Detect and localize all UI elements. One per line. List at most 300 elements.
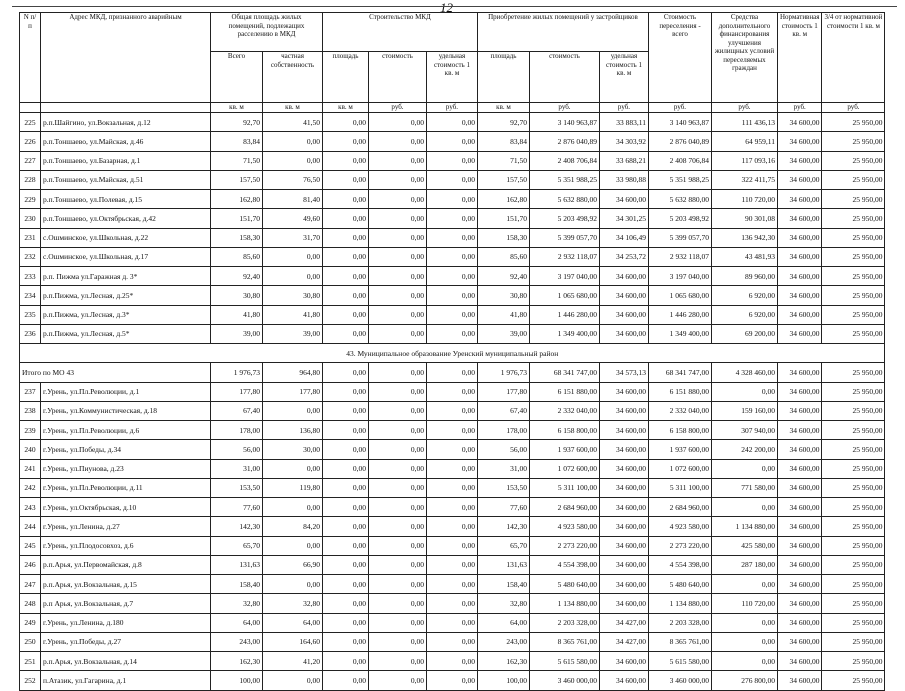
table-cell: 34 600,00 [778, 382, 822, 401]
table-row [20, 228, 885, 247]
header-extra-funds: Средства дополнительного финансирования улучшения жилищных условий переселяемых граждан [712, 13, 778, 103]
table-cell: 0,00 [323, 671, 369, 690]
table-cell: 34 600,00 [600, 459, 649, 478]
table-row [20, 132, 885, 151]
row-address: р.п. Пижма ул.Гаражная д. 3* [41, 267, 211, 286]
table-cell: 1 134 880,00 [649, 594, 712, 613]
table-cell: 0,00 [427, 440, 478, 459]
table-cell: 34 600,00 [600, 478, 649, 497]
table-cell: 6 920,00 [712, 286, 778, 305]
table-cell: 25 950,00 [822, 305, 885, 324]
row-address: р.п.Тоншаево, ул.Базарная, д.1 [41, 151, 211, 170]
table-cell: 142,30 [478, 517, 530, 536]
table-cell: 25 950,00 [822, 536, 885, 555]
table-cell: 25 950,00 [822, 209, 885, 228]
table-cell: 25 950,00 [822, 613, 885, 632]
row-address: г.Урень, ул.Пиунова, д.23 [41, 459, 211, 478]
row-number: 230 [20, 209, 41, 228]
table-cell: 158,40 [478, 575, 530, 594]
row-address: г.Урень, ул.Пл.Революции, д.1 [41, 382, 211, 401]
total-cell: 1 976,73 [478, 363, 530, 382]
table-cell: 34 600,00 [600, 190, 649, 209]
table-cell: 25 950,00 [822, 247, 885, 266]
table-cell: 0,00 [369, 151, 427, 170]
row-address: р.п.Шайгино, ул.Вокзальная, д.12 [41, 113, 211, 132]
table-cell: 25 950,00 [822, 190, 885, 209]
row-number: 233 [20, 267, 41, 286]
table-cell: 157,50 [478, 170, 530, 189]
table-cell: 2 876 040,89 [530, 132, 600, 151]
table-cell: 92,40 [478, 267, 530, 286]
table-cell: 64,00 [211, 613, 263, 632]
row-address: г.Урень, ул.Ленина, д.27 [41, 517, 211, 536]
table-cell: 164,60 [263, 632, 323, 651]
table-cell: 4 923 580,00 [530, 517, 600, 536]
table-cell: 34 600,00 [778, 151, 822, 170]
table-cell: 34 600,00 [778, 555, 822, 574]
table-cell: 110 720,00 [712, 190, 778, 209]
row-number: 239 [20, 421, 41, 440]
table-cell: 0,00 [369, 555, 427, 574]
table-cell: 34 600,00 [778, 228, 822, 247]
table-cell: 34 600,00 [600, 594, 649, 613]
table-cell: 100,00 [478, 671, 530, 690]
unit-cell: руб. [600, 103, 649, 113]
table-cell: 0,00 [369, 478, 427, 497]
units-row [20, 103, 885, 113]
table-cell: 34 427,00 [600, 632, 649, 651]
table-cell: 0,00 [712, 575, 778, 594]
total-label: Итого по МО 43 [20, 363, 211, 382]
table-cell: 33 883,11 [600, 113, 649, 132]
table-cell: 49,60 [263, 209, 323, 228]
table-cell: 117 093,16 [712, 151, 778, 170]
table-cell: 151,70 [211, 209, 263, 228]
table-cell: 0,00 [323, 228, 369, 247]
table-cell: 0,00 [427, 478, 478, 497]
table-cell: 32,80 [478, 594, 530, 613]
table-cell: 0,00 [323, 536, 369, 555]
table-row [20, 498, 885, 517]
table-cell: 34 600,00 [600, 421, 649, 440]
table-cell: 0,00 [263, 575, 323, 594]
row-number: 240 [20, 440, 41, 459]
table-cell: 32,80 [263, 594, 323, 613]
table-cell: 0,00 [369, 498, 427, 517]
table-cell: 0,00 [263, 151, 323, 170]
table-cell: 34 600,00 [778, 498, 822, 517]
unit-cell: руб. [778, 103, 822, 113]
table-cell: 64 959,11 [712, 132, 778, 151]
table-cell: 1 446 280,00 [649, 305, 712, 324]
table-row [20, 671, 885, 690]
table-cell: 6 158 800,00 [649, 421, 712, 440]
row-number: 231 [20, 228, 41, 247]
table-cell: 1 072 600,00 [530, 459, 600, 478]
table-cell: 34 600,00 [778, 459, 822, 478]
row-address: г.Урень, ул.Пл.Революции, д.6 [41, 421, 211, 440]
table-cell: 34 600,00 [600, 555, 649, 574]
table-cell: 0,00 [369, 594, 427, 613]
table-cell: 34 600,00 [778, 671, 822, 690]
table-cell: 287 180,00 [712, 555, 778, 574]
table-cell: 1 349 400,00 [649, 324, 712, 343]
table-cell: 2 273 220,00 [649, 536, 712, 555]
row-number: 238 [20, 401, 41, 420]
table-cell: 0,00 [369, 440, 427, 459]
table-cell: 1 446 280,00 [530, 305, 600, 324]
table-cell: 25 950,00 [822, 132, 885, 151]
table-row [20, 170, 885, 189]
table-cell: 0,00 [323, 305, 369, 324]
table-row [20, 517, 885, 536]
table-body-after [20, 382, 885, 690]
table-cell: 25 950,00 [822, 575, 885, 594]
subheader-all: Всего [211, 52, 263, 103]
table-cell: 25 950,00 [822, 382, 885, 401]
total-cell: 68 341 747,00 [649, 363, 712, 382]
table-cell: 34 600,00 [778, 190, 822, 209]
table-cell: 0,00 [427, 132, 478, 151]
table-cell: 34 600,00 [778, 305, 822, 324]
table-cell: 162,80 [211, 190, 263, 209]
table-cell: 34 600,00 [778, 267, 822, 286]
table-cell: 39,00 [263, 324, 323, 343]
table-cell: 25 950,00 [822, 170, 885, 189]
table-cell: 178,00 [211, 421, 263, 440]
table-cell: 3 140 963,87 [649, 113, 712, 132]
table-cell: 0,00 [427, 247, 478, 266]
row-address: р.п.Пижма, ул.Лесная, д.25* [41, 286, 211, 305]
table-cell: 3 460 000,00 [649, 671, 712, 690]
table-cell: 3 140 963,87 [530, 113, 600, 132]
table-row [20, 594, 885, 613]
row-address: р.п.Арья, ул.Вокзальная, д.15 [41, 575, 211, 594]
table-cell: 30,80 [263, 286, 323, 305]
table-cell: 0,00 [369, 517, 427, 536]
table-cell: 31,00 [478, 459, 530, 478]
table-cell: 2 932 118,07 [649, 247, 712, 266]
table-cell: 25 950,00 [822, 632, 885, 651]
table-cell: 0,00 [263, 498, 323, 517]
table-cell: 0,00 [263, 671, 323, 690]
row-number: 228 [20, 170, 41, 189]
table-cell: 0,00 [369, 286, 427, 305]
table-cell: 8 365 761,00 [649, 632, 712, 651]
table-cell: 64,00 [263, 613, 323, 632]
row-number: 232 [20, 247, 41, 266]
table-cell: 5 311 100,00 [649, 478, 712, 497]
table-cell: 0,00 [369, 613, 427, 632]
table-cell: 25 950,00 [822, 498, 885, 517]
table-cell: 162,80 [478, 190, 530, 209]
table-cell: 1 065 680,00 [530, 286, 600, 305]
row-number: 243 [20, 498, 41, 517]
table-cell: 34 600,00 [778, 401, 822, 420]
row-address: р.п.Арья, ул.Вокзальная, д.14 [41, 652, 211, 671]
table-cell: 5 615 580,00 [530, 652, 600, 671]
table-cell: 111 436,13 [712, 113, 778, 132]
table-cell: 1 065 680,00 [649, 286, 712, 305]
table-cell: 158,30 [211, 228, 263, 247]
table-cell: 159 160,00 [712, 401, 778, 420]
table-cell: 0,00 [323, 421, 369, 440]
table-row [20, 382, 885, 401]
table-cell: 3 460 000,00 [530, 671, 600, 690]
table-cell: 0,00 [323, 652, 369, 671]
total-cell: 0,00 [427, 363, 478, 382]
table-cell: 119,80 [263, 478, 323, 497]
row-number: 244 [20, 517, 41, 536]
table-cell: 41,80 [211, 305, 263, 324]
table-cell: 0,00 [323, 594, 369, 613]
row-address: с.Ошминское, ул.Школьная, д.17 [41, 247, 211, 266]
table-cell: 25 950,00 [822, 440, 885, 459]
table-cell: 84,20 [263, 517, 323, 536]
table-cell: 34 600,00 [778, 652, 822, 671]
table-row [20, 401, 885, 420]
table-cell: 0,00 [263, 459, 323, 478]
table-cell: 0,00 [263, 247, 323, 266]
table-cell: 0,00 [427, 459, 478, 478]
row-number: 236 [20, 324, 41, 343]
table-cell: 0,00 [712, 459, 778, 478]
table-body-before [20, 113, 885, 344]
table-cell: 322 411,75 [712, 170, 778, 189]
table-cell: 3 197 040,00 [649, 267, 712, 286]
table-cell: 34 600,00 [600, 305, 649, 324]
table-cell: 34 600,00 [600, 671, 649, 690]
table-row [20, 478, 885, 497]
table-cell: 131,63 [211, 555, 263, 574]
table-cell: 0,00 [427, 324, 478, 343]
table-cell: 71,50 [478, 151, 530, 170]
table-cell: 5 311 100,00 [530, 478, 600, 497]
table-cell: 34 600,00 [778, 170, 822, 189]
table-cell: 0,00 [323, 324, 369, 343]
table-cell: 6 158 800,00 [530, 421, 600, 440]
table-cell: 0,00 [323, 286, 369, 305]
table-cell: 34 600,00 [778, 478, 822, 497]
table-cell: 0,00 [427, 151, 478, 170]
table-cell: 0,00 [369, 209, 427, 228]
table-cell: 41,50 [263, 113, 323, 132]
table-cell: 25 950,00 [822, 113, 885, 132]
table-cell: 131,63 [478, 555, 530, 574]
table-cell: 0,00 [369, 305, 427, 324]
table-row [20, 555, 885, 574]
table-cell: 0,00 [427, 517, 478, 536]
table-cell: 0,00 [369, 401, 427, 420]
table-cell: 0,00 [323, 440, 369, 459]
table-cell: 34 600,00 [600, 575, 649, 594]
table-cell: 0,00 [427, 267, 478, 286]
row-address: р.п.Тоншаево, ул.Полевая, д.15 [41, 190, 211, 209]
table-row [20, 652, 885, 671]
table-cell: 33 980,88 [600, 170, 649, 189]
table-cell: 136 942,30 [712, 228, 778, 247]
row-number: 250 [20, 632, 41, 651]
table-cell: 77,60 [478, 498, 530, 517]
table-cell: 43 481,93 [712, 247, 778, 266]
table-cell: 5 351 988,25 [530, 170, 600, 189]
table-cell: 0,00 [323, 113, 369, 132]
table-cell: 276 800,00 [712, 671, 778, 690]
table-cell: 1 937 600,00 [649, 440, 712, 459]
table-cell: 162,30 [478, 652, 530, 671]
unit-cell: кв. м [323, 103, 369, 113]
table-cell: 34 600,00 [778, 440, 822, 459]
table-cell: 64,00 [478, 613, 530, 632]
total-cell: 0,00 [323, 363, 369, 382]
table-cell: 0,00 [427, 671, 478, 690]
table-cell: 0,00 [369, 113, 427, 132]
row-number: 252 [20, 671, 41, 690]
table-cell: 34 600,00 [778, 632, 822, 651]
table-cell: 25 950,00 [822, 671, 885, 690]
table-cell: 0,00 [427, 305, 478, 324]
header-norm-cost: Нормативная стоимость 1 кв. м [778, 13, 822, 103]
row-address: г.Урень, ул.Коммунистическая, д.18 [41, 401, 211, 420]
table-cell: 34 600,00 [600, 652, 649, 671]
table-cell: 41,20 [263, 652, 323, 671]
table-cell: 34 253,72 [600, 247, 649, 266]
table-cell: 0,00 [427, 382, 478, 401]
table-cell: 243,00 [478, 632, 530, 651]
table-cell: 0,00 [712, 652, 778, 671]
table-cell: 2 876 040,89 [649, 132, 712, 151]
total-cell: 25 950,00 [822, 363, 885, 382]
table-row [20, 575, 885, 594]
subheader-acquisition-area: площадь [478, 52, 530, 103]
table-cell: 85,60 [478, 247, 530, 266]
table-cell: 0,00 [369, 324, 427, 343]
table-cell: 6 920,00 [712, 305, 778, 324]
subheader-construction-area: площадь [323, 52, 369, 103]
table-row [20, 151, 885, 170]
table-cell: 0,00 [369, 459, 427, 478]
table-cell: 1 072 600,00 [649, 459, 712, 478]
table-cell: 65,70 [211, 536, 263, 555]
table-cell: 0,00 [369, 536, 427, 555]
table-cell: 425 580,00 [712, 536, 778, 555]
table-cell: 39,00 [211, 324, 263, 343]
table-cell: 34 427,00 [600, 613, 649, 632]
table-cell: 92,40 [211, 267, 263, 286]
table-cell: 0,00 [369, 247, 427, 266]
row-address: р.п Арья, ул.Вокзальная, д.7 [41, 594, 211, 613]
table-cell: 0,00 [323, 498, 369, 517]
page-number: 12 [440, 0, 453, 15]
table-cell: 81,40 [263, 190, 323, 209]
table-cell: 30,80 [211, 286, 263, 305]
table-cell: 25 950,00 [822, 286, 885, 305]
table-cell: 771 580,00 [712, 478, 778, 497]
total-cell: 34 600,00 [778, 363, 822, 382]
table-cell: 85,60 [211, 247, 263, 266]
total-cell: 1 976,73 [211, 363, 263, 382]
table-row [20, 113, 885, 132]
table-cell: 2 332 040,00 [649, 401, 712, 420]
table-cell: 5 632 880,00 [649, 190, 712, 209]
table-cell: 0,00 [369, 671, 427, 690]
row-address: г.Урень, ул.Победы, д.27 [41, 632, 211, 651]
table-cell: 5 632 880,00 [530, 190, 600, 209]
table-cell: 0,00 [427, 575, 478, 594]
table-cell: 0,00 [369, 190, 427, 209]
table-cell: 6 151 880,00 [530, 382, 600, 401]
table-cell: 31,00 [211, 459, 263, 478]
header-area: Общая площадь жилых помещений, подлежащих расселению в МКД [211, 13, 323, 52]
table-cell: 67,40 [478, 401, 530, 420]
table-cell: 31,70 [263, 228, 323, 247]
table-cell: 6 151 880,00 [649, 382, 712, 401]
table-cell: 1 349 400,00 [530, 324, 600, 343]
table-row [20, 440, 885, 459]
table-row [20, 421, 885, 440]
table-cell: 110 720,00 [712, 594, 778, 613]
row-number: 227 [20, 151, 41, 170]
table-cell: 0,00 [712, 613, 778, 632]
row-number: 234 [20, 286, 41, 305]
table-cell: 0,00 [369, 382, 427, 401]
table-cell: 56,00 [211, 440, 263, 459]
table-cell: 34 301,25 [600, 209, 649, 228]
table-cell: 0,00 [323, 267, 369, 286]
table-cell: 25 950,00 [822, 151, 885, 170]
table-cell: 25 950,00 [822, 555, 885, 574]
table-cell: 0,00 [323, 613, 369, 632]
table-cell: 0,00 [369, 267, 427, 286]
table-cell: 0,00 [427, 228, 478, 247]
unit-cell: руб. [822, 103, 885, 113]
row-address: р.п.Арья, ул.Первомайская, д.8 [41, 555, 211, 574]
table-cell: 5 351 988,25 [649, 170, 712, 189]
row-address: п.Атазик, ул.Гагарина, д.1 [41, 671, 211, 690]
table-row [20, 247, 885, 266]
table-cell: 34 600,00 [778, 613, 822, 632]
section-title: 43. Муниципальное образование Уренский муниципальный район [20, 344, 885, 363]
unit-cell: руб. [530, 103, 600, 113]
table-cell: 0,00 [427, 594, 478, 613]
table-cell: 34 600,00 [778, 113, 822, 132]
table-cell: 0,00 [369, 170, 427, 189]
table-row [20, 209, 885, 228]
table-cell: 34 600,00 [778, 324, 822, 343]
table-row [20, 632, 885, 651]
table-cell: 0,00 [427, 613, 478, 632]
table-cell: 34 600,00 [778, 536, 822, 555]
row-address: г.Урень, ул.Победы, д.34 [41, 440, 211, 459]
table-cell: 0,00 [323, 517, 369, 536]
table-cell: 5 399 057,70 [530, 228, 600, 247]
table-cell: 2 684 960,00 [530, 498, 600, 517]
table-cell: 32,80 [211, 594, 263, 613]
table-row [20, 536, 885, 555]
row-number: 249 [20, 613, 41, 632]
row-number: 246 [20, 555, 41, 574]
table-cell: 90 301,08 [712, 209, 778, 228]
table-cell: 41,80 [263, 305, 323, 324]
table-cell: 0,00 [263, 536, 323, 555]
table-cell: 34 600,00 [778, 575, 822, 594]
table-cell: 1 937 600,00 [530, 440, 600, 459]
unit-cell: кв. м [211, 103, 263, 113]
table-cell: 0,00 [323, 170, 369, 189]
table-cell: 0,00 [712, 498, 778, 517]
header-address: Адрес МКД, признанного аварийным [41, 13, 211, 103]
table-row [20, 459, 885, 478]
